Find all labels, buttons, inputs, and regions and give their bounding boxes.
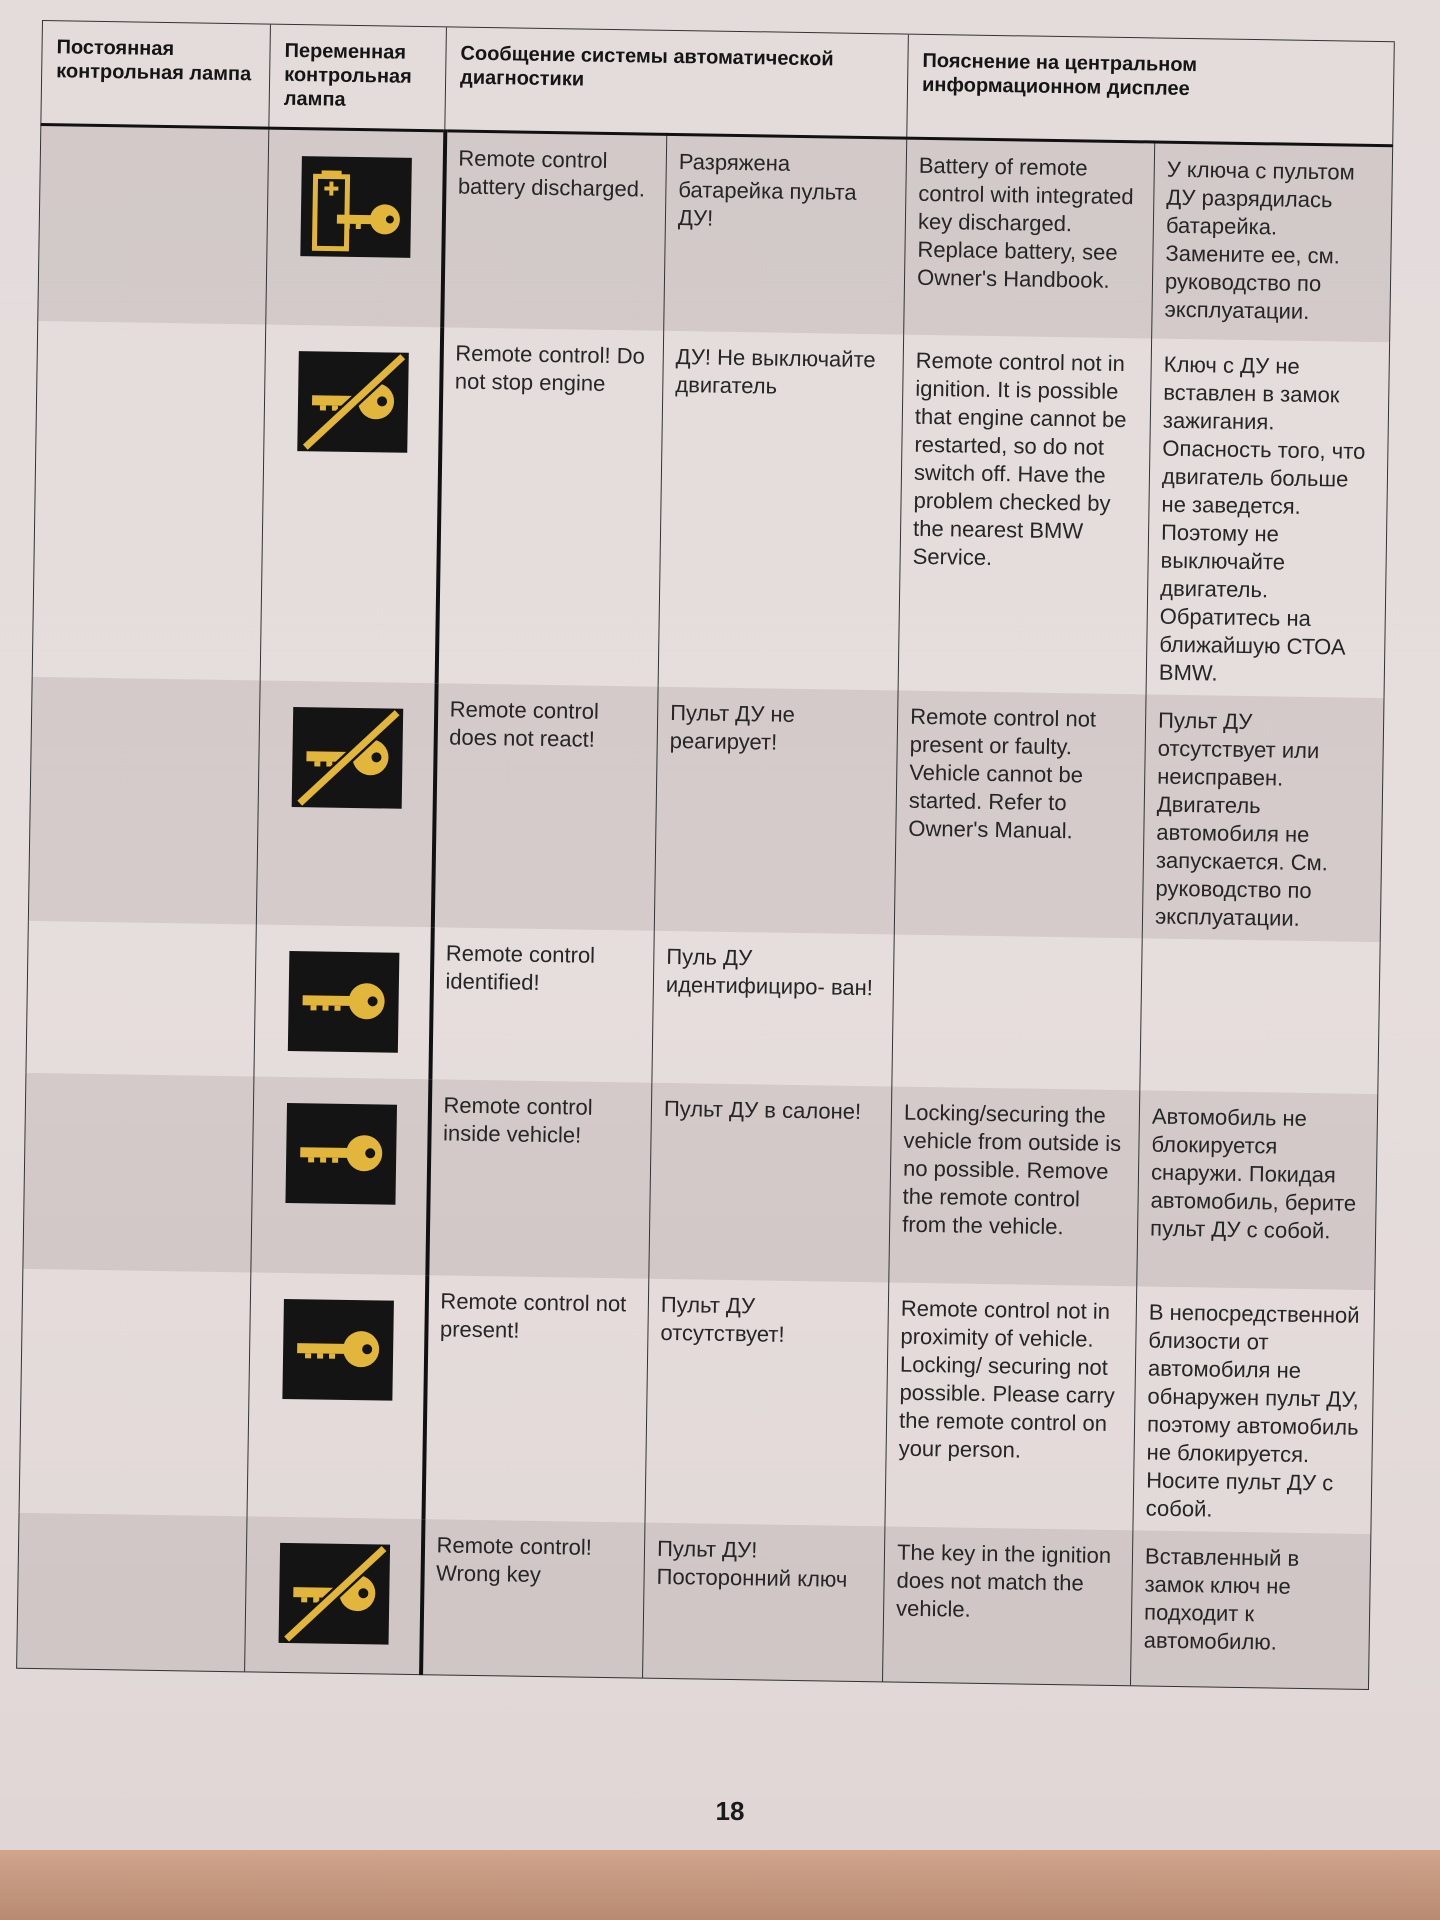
explanation-ru: Автомобиль не блокируется снаружи. Покидая автомобиль, берите пульт ДУ с собой. [1137, 1090, 1378, 1290]
explanation-en: Locking/securing the vehicle from outside is no possible. Remove the remote control from the vehicle. [889, 1086, 1140, 1286]
warning-lamps-table [16, 20, 1395, 1690]
table-row [28, 676, 1384, 941]
message-en: Remote control! Wrong key [421, 1519, 645, 1678]
message-ru: Пульт ДУ отсутствует! [645, 1278, 889, 1526]
message-en: Remote control does not react! [432, 683, 658, 930]
variable-lamp-cell [251, 1076, 430, 1275]
explanation-ru: Ключ с ДУ не вставлен в замок зажигания. Опасность того, что двигатель больше не заведется. Поэтому не выключайте двигатель. Обратитесь на ближайшую СТОА BMW. [1146, 338, 1390, 698]
message-en: Remote control battery discharged. [442, 131, 667, 330]
key-icon [282, 1298, 394, 1400]
explanation-en [892, 934, 1142, 1090]
constant-lamp-cell [26, 920, 256, 1076]
key-icon [288, 950, 400, 1052]
variable-lamp-cell [260, 324, 442, 683]
key-icon [285, 1102, 397, 1204]
table-row [38, 124, 1393, 341]
explanation-en: Remote control not present or faulty. Vehicle cannot be started. Refer to Owner's Manual. [894, 690, 1146, 938]
message-ru: Пульт ДУ не реагирует! [654, 686, 898, 934]
explanation-en: Battery of remote control with integrated key discharged. Replace battery, see Owner's Handbook. [904, 138, 1155, 338]
message-ru: Пульт ДУ в салоне! [649, 1082, 892, 1282]
message-en: Remote control identified! [430, 927, 654, 1082]
header-variable-lamp: Переменная контрольная лампа [269, 24, 447, 131]
explanation-ru: Пульт ДУ отсутствует или неисправен. Двигатель автомобиля не запускается. См. руководство по эксплуатации. [1142, 694, 1384, 942]
variable-lamp-cell [247, 1272, 427, 1519]
constant-lamp-cell [32, 320, 266, 680]
background-surface [0, 1850, 1440, 1920]
variable-lamp-cell [256, 680, 436, 927]
header-explanation: Пояснение на центральном информационном дисплее [907, 34, 1395, 146]
message-ru: Пульт ДУ! Посторонний ключ [643, 1522, 885, 1682]
message-ru: Разряжена батарейка пульта ДУ! [664, 134, 907, 334]
variable-lamp-cell [266, 128, 445, 327]
constant-lamp-cell [38, 124, 269, 324]
message-ru: Пуль ДУ идентифициро- ван! [652, 930, 894, 1086]
variable-lamp-cell [245, 1516, 423, 1675]
table-row [32, 320, 1389, 697]
constant-lamp-cell [19, 1268, 251, 1516]
table-row [17, 1512, 1371, 1689]
header-diagnostic-message: Сообщение системы автоматической диагностики [445, 27, 909, 138]
message-en: Remote control inside vehicle! [427, 1079, 652, 1278]
table-row [19, 1268, 1375, 1533]
table-row [23, 1072, 1378, 1289]
warning-lamps-table-wrap [17, 20, 1394, 1661]
explanation-en: Remote control not in ignition. It is possible that engine cannot be restarted, so do not switch off. Have the problem checked by the nearest BMW Service. [898, 334, 1152, 694]
key-crossed-icon [297, 351, 409, 453]
constant-lamp-cell [28, 676, 260, 924]
table-row [26, 920, 1380, 1093]
explanation-en: The key in the ignition does not match the vehicle. [883, 1526, 1133, 1686]
message-ru: ДУ! Не выключайте двигатель [658, 330, 904, 690]
message-en: Remote control! Do not stop engine [436, 327, 664, 686]
key-crossed-icon [278, 1542, 390, 1644]
variable-lamp-cell [254, 924, 432, 1079]
explanation-ru: Вставленный в замок ключ не подходит к автомобилю. [1130, 1530, 1370, 1690]
page-number: 18 [715, 1796, 745, 1826]
explanation-ru: В непосредственной близости от автомобиля не обнаружен пульт ДУ, поэтому автомобиль не блокируется. Носите пульт ДУ с собой. [1133, 1286, 1375, 1534]
constant-lamp-cell [23, 1072, 254, 1272]
key-crossed-icon [291, 707, 403, 809]
explanation-ru [1140, 938, 1380, 1094]
header-constant-lamp: Постоянная контрольная лампа [41, 21, 271, 129]
explanation-en: Remote control not in proximity of vehicle. Locking/ securing not possible. Please carry the remote control on your person. [885, 1282, 1137, 1530]
battery-key-icon [300, 156, 412, 258]
message-en: Remote control not present! [423, 1275, 649, 1522]
constant-lamp-cell [17, 1512, 247, 1672]
explanation-ru: У ключа с пультом ДУ разрядилась батарейка. Замените ее, см. руководство по эксплуатации. [1152, 142, 1393, 342]
